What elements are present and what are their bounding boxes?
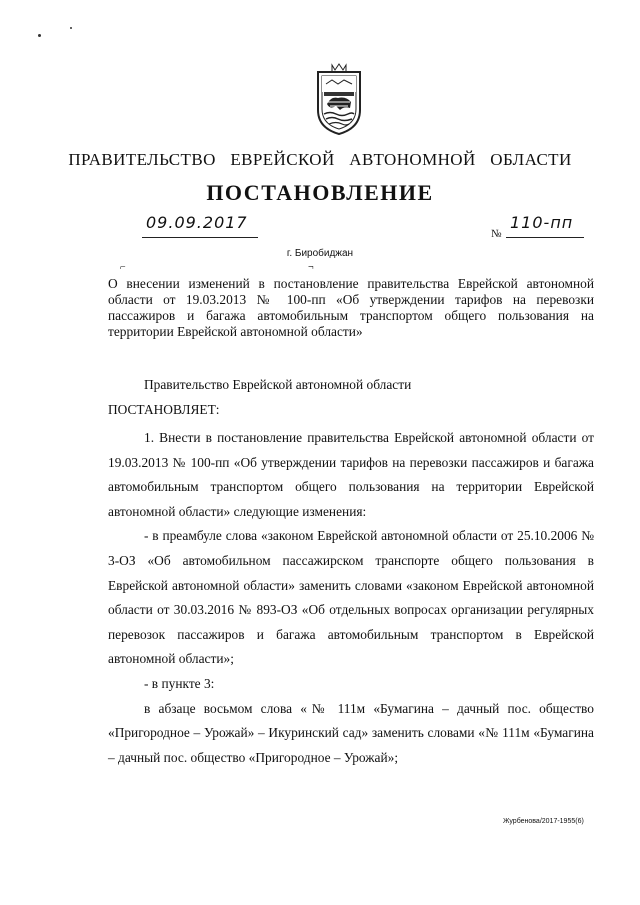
document-date: 09.09.2017	[146, 213, 248, 232]
coat-of-arms-emblem	[314, 62, 364, 136]
subject-bracket-left: ⌐	[120, 262, 126, 273]
document-type-title: ПОСТАНОВЛЕНИЕ	[206, 180, 434, 205]
number-sign: №	[491, 228, 502, 240]
government-name: ПРАВИТЕЛЬСТВО ЕВРЕЙСКОЙ АВТОНОМНОЙ ОБЛАСТИ	[68, 150, 572, 169]
city-name: г. Биробиджан	[286, 248, 354, 259]
body-paragraph: 1. Внести в постановление правительства Еврейской автономной области от 19.03.2013 № 100-пп «Об утверждении тарифов на перевозки пассажиров и багажа автомобильным транспортом общего пользования на территории Еврейской автономной области» следующие изменения:	[108, 430, 594, 519]
intro-resolves: ПОСТАНОВЛЯЕТ:	[108, 402, 220, 417]
body-paragraph: в абзаце восьмом слова «№ 111м «Бумагина – дачный пос. общество «Пригородное – Урожай» – Икуринский сад» заменить словами «№ 111м «Бумагина – дачный пос. общество «Пригородное – Урожай»;	[108, 700, 594, 765]
body-paragraph: - в преамбуле слова «законом Еврейской автономной области от 25.10.2006 № 3-ОЗ «Об автомобильном пассажирском транспорте общего пользования в Еврейской автономной области» заменить словами «законом Еврейской автономной области от 30.03.2016 № 893-ОЗ «Об отдельных вопросах организации регулярных перевозок пассажиров и багажа автомобильным транспортом в Еврейской автономной области»;	[108, 528, 594, 667]
footer-reference: Журбенова/2017-1955(6)	[503, 818, 584, 825]
scan-speck	[70, 27, 72, 29]
scan-speck	[38, 34, 41, 37]
intro-government: Правительство Еврейской автономной области	[144, 377, 412, 392]
body-paragraph: - в пункте 3:	[144, 675, 215, 691]
document-subject: О внесении изменений в постановление правительства Еврейской автономной области от 19.03.2013 № 100-пп «Об утверждении тарифов на перевозки пассажиров и багажа автомобильным транспортом общего пользования на территории Еврейской автономной области»	[108, 276, 594, 339]
document-number: 110-пп	[510, 213, 574, 232]
document-body	[108, 426, 594, 770]
subject-bracket-right: ¬	[308, 262, 314, 273]
